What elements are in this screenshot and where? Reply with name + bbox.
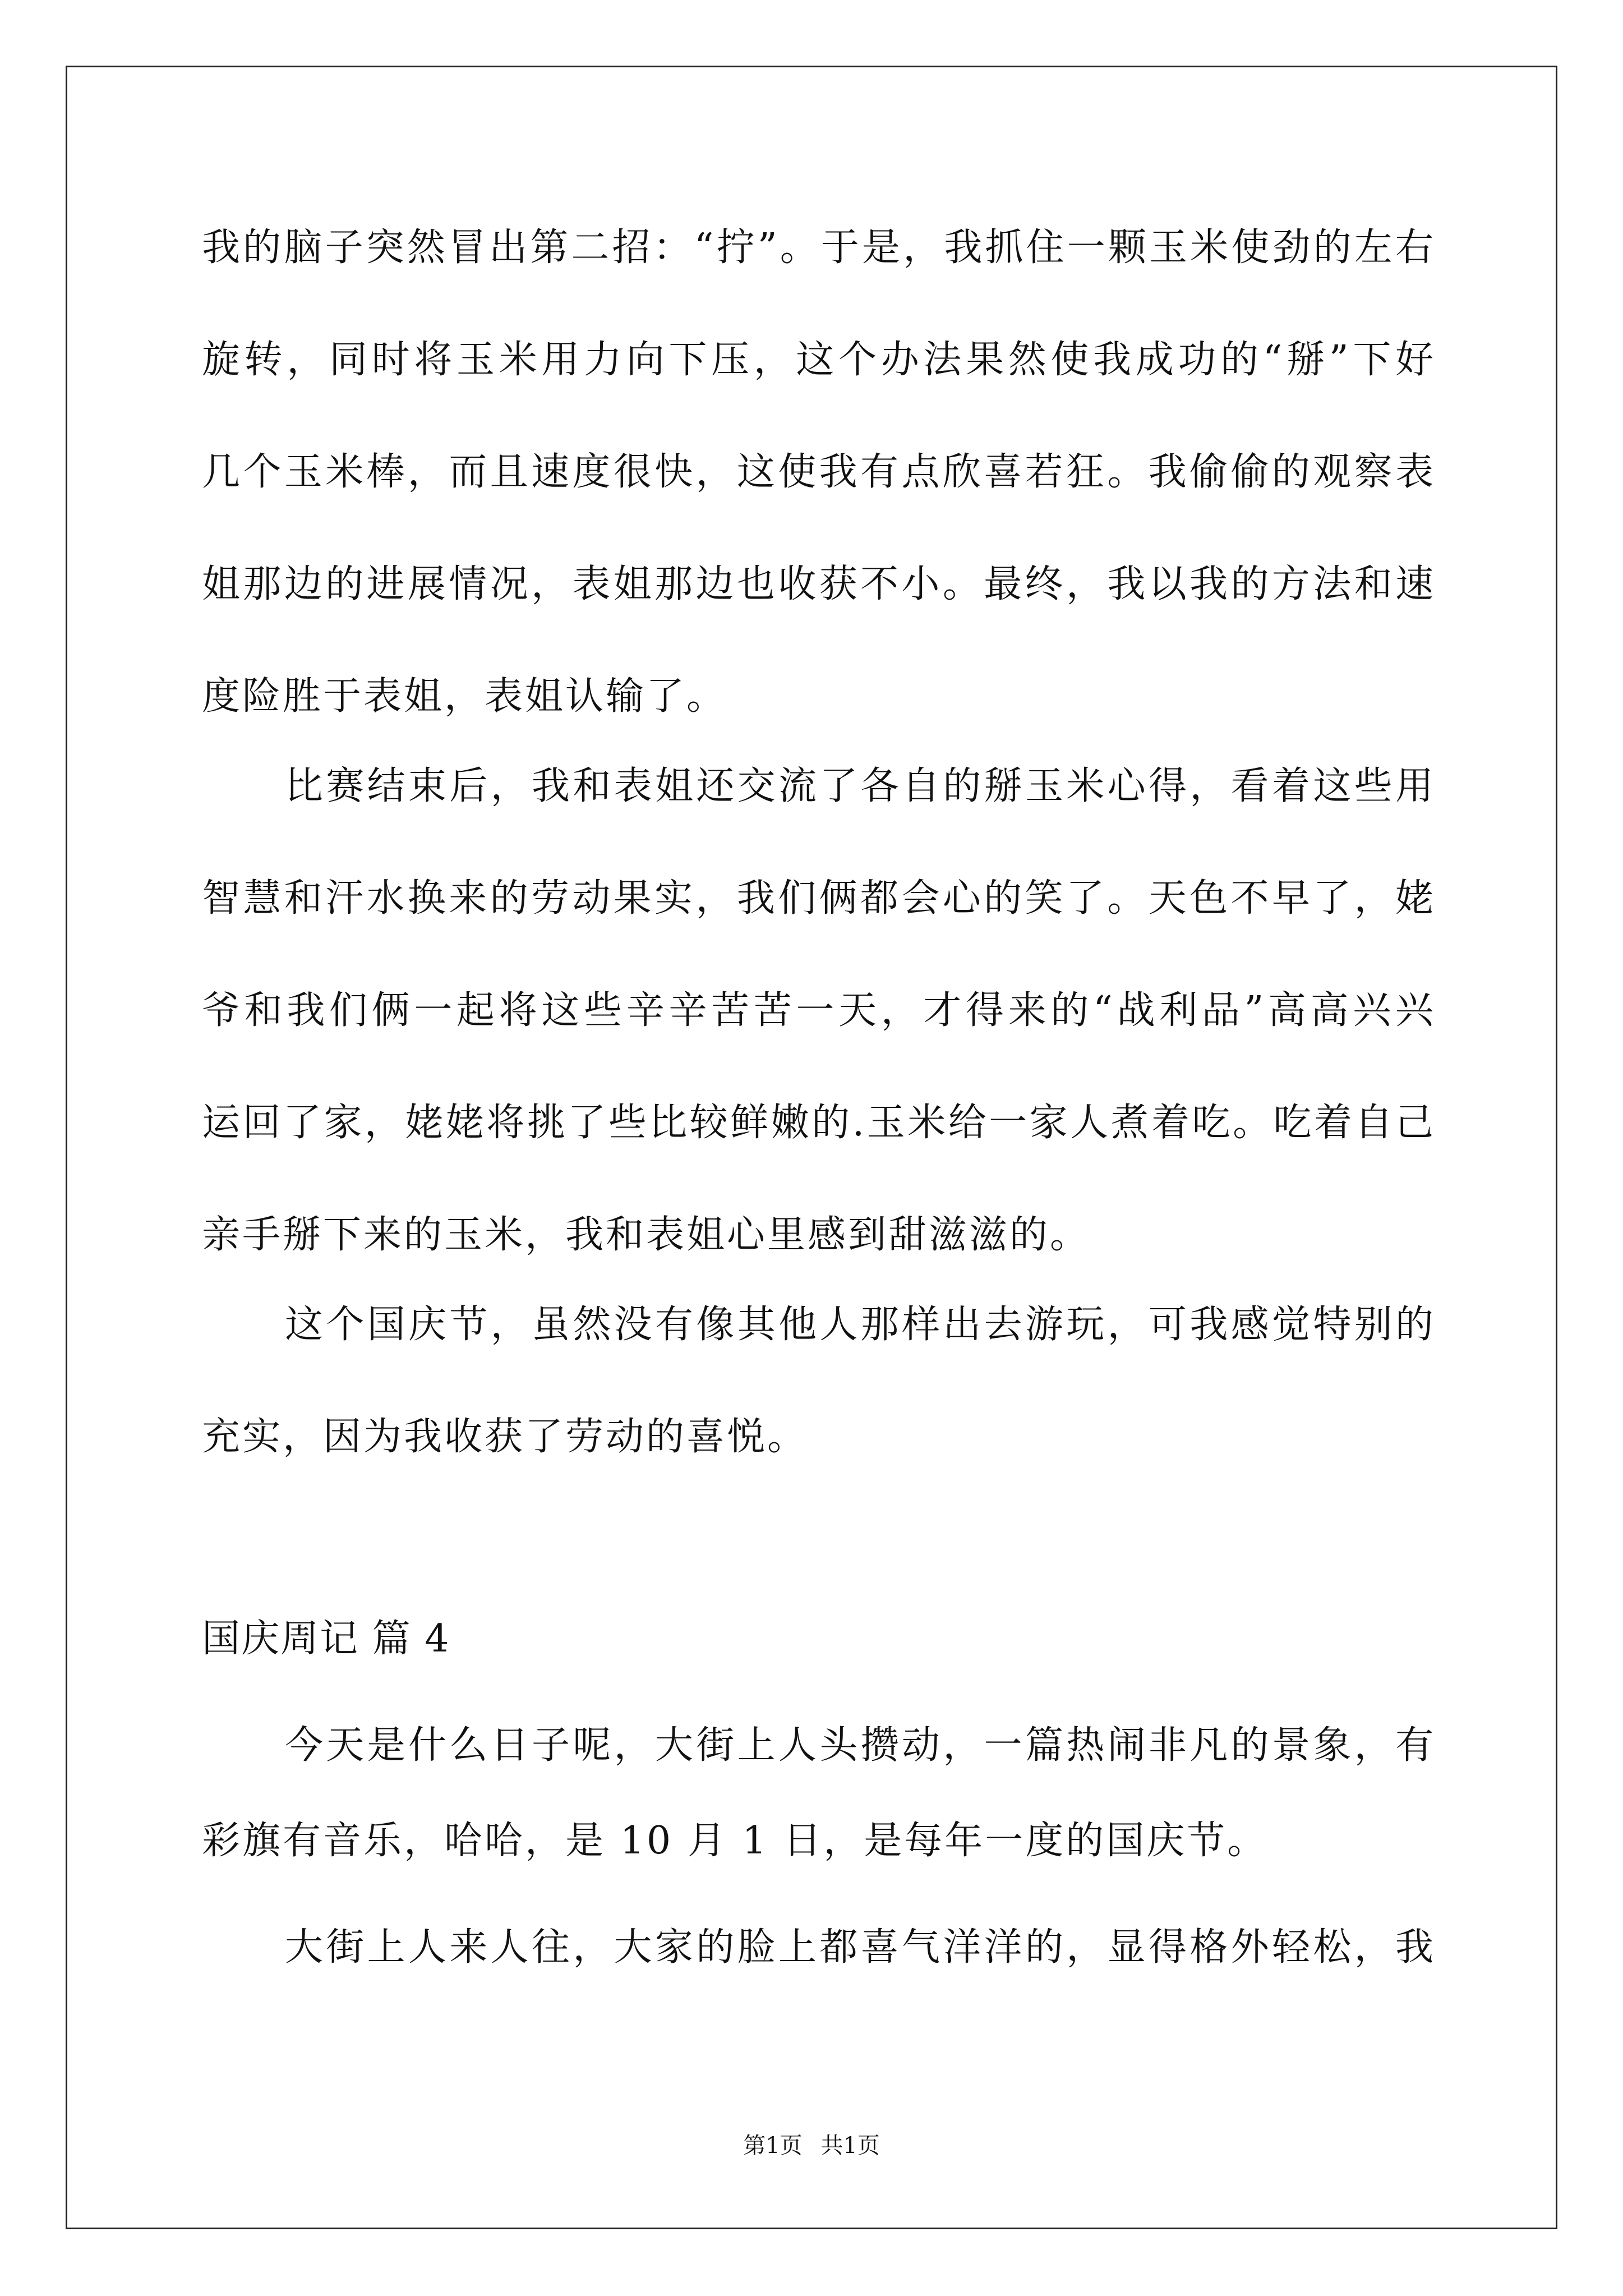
text-line: 我的脑子突然冒出第二招：“拧”。于是，我抓住一颗玉米使劲的左右 bbox=[202, 226, 1436, 270]
text-line: 姐那边的进展情况，表姐那边也收获不小。最终，我以我的方法和速 bbox=[202, 562, 1436, 606]
text-line: 亲手掰下来的玉米，我和表姐心里感到甜滋滋的。 bbox=[202, 1213, 1091, 1257]
text-line: 运回了家，姥姥将挑了些比较鲜嫩的.玉米给一家人煮着吃。吃着自己 bbox=[202, 1101, 1436, 1145]
text-line: 旋转，同时将玉米用力向下压，这个办法果然使我成功的“掰”下好 bbox=[202, 338, 1436, 382]
page-total: 共1页 bbox=[820, 2133, 880, 2159]
page-number: 第1页 bbox=[743, 2133, 803, 2159]
text-line: 今天是什么日子呢，大街上人头攒动，一篇热闹非凡的景象，有 bbox=[285, 1723, 1436, 1768]
section-heading: 国庆周记 篇 4 bbox=[202, 1617, 450, 1661]
text-line: 大街上人来人往，大家的脸上都喜气洋洋的，显得格外轻松，我 bbox=[285, 1925, 1436, 1970]
text-line: 度险胜于表姐，表姐认输了。 bbox=[202, 674, 727, 719]
text-line: 爷和我们俩一起将这些辛辛苦苦一天，才得来的“战利品”高高兴兴 bbox=[202, 988, 1436, 1033]
page-border bbox=[66, 66, 1557, 2229]
text-line: 彩旗有音乐，哈哈，是 10 月 1 日，是每年一度的国庆节。 bbox=[202, 1819, 1268, 1863]
text-line: 比赛结束后，我和表姐还交流了各自的掰玉米心得，看着这些用 bbox=[285, 764, 1436, 808]
text-line: 这个国庆节，虽然没有像其他人那样出去游玩，可我感觉特别的 bbox=[285, 1303, 1436, 1347]
text-line: 智慧和汗水换来的劳动果实，我们俩都会心的笑了。天色不早了，姥 bbox=[202, 876, 1436, 921]
page-footer bbox=[0, 2132, 1623, 2160]
text-line: 几个玉米棒，而且速度很快，这使我有点欣喜若狂。我偷偷的观察表 bbox=[202, 450, 1436, 494]
text-line: 充实，因为我收获了劳动的喜悦。 bbox=[202, 1415, 808, 1459]
